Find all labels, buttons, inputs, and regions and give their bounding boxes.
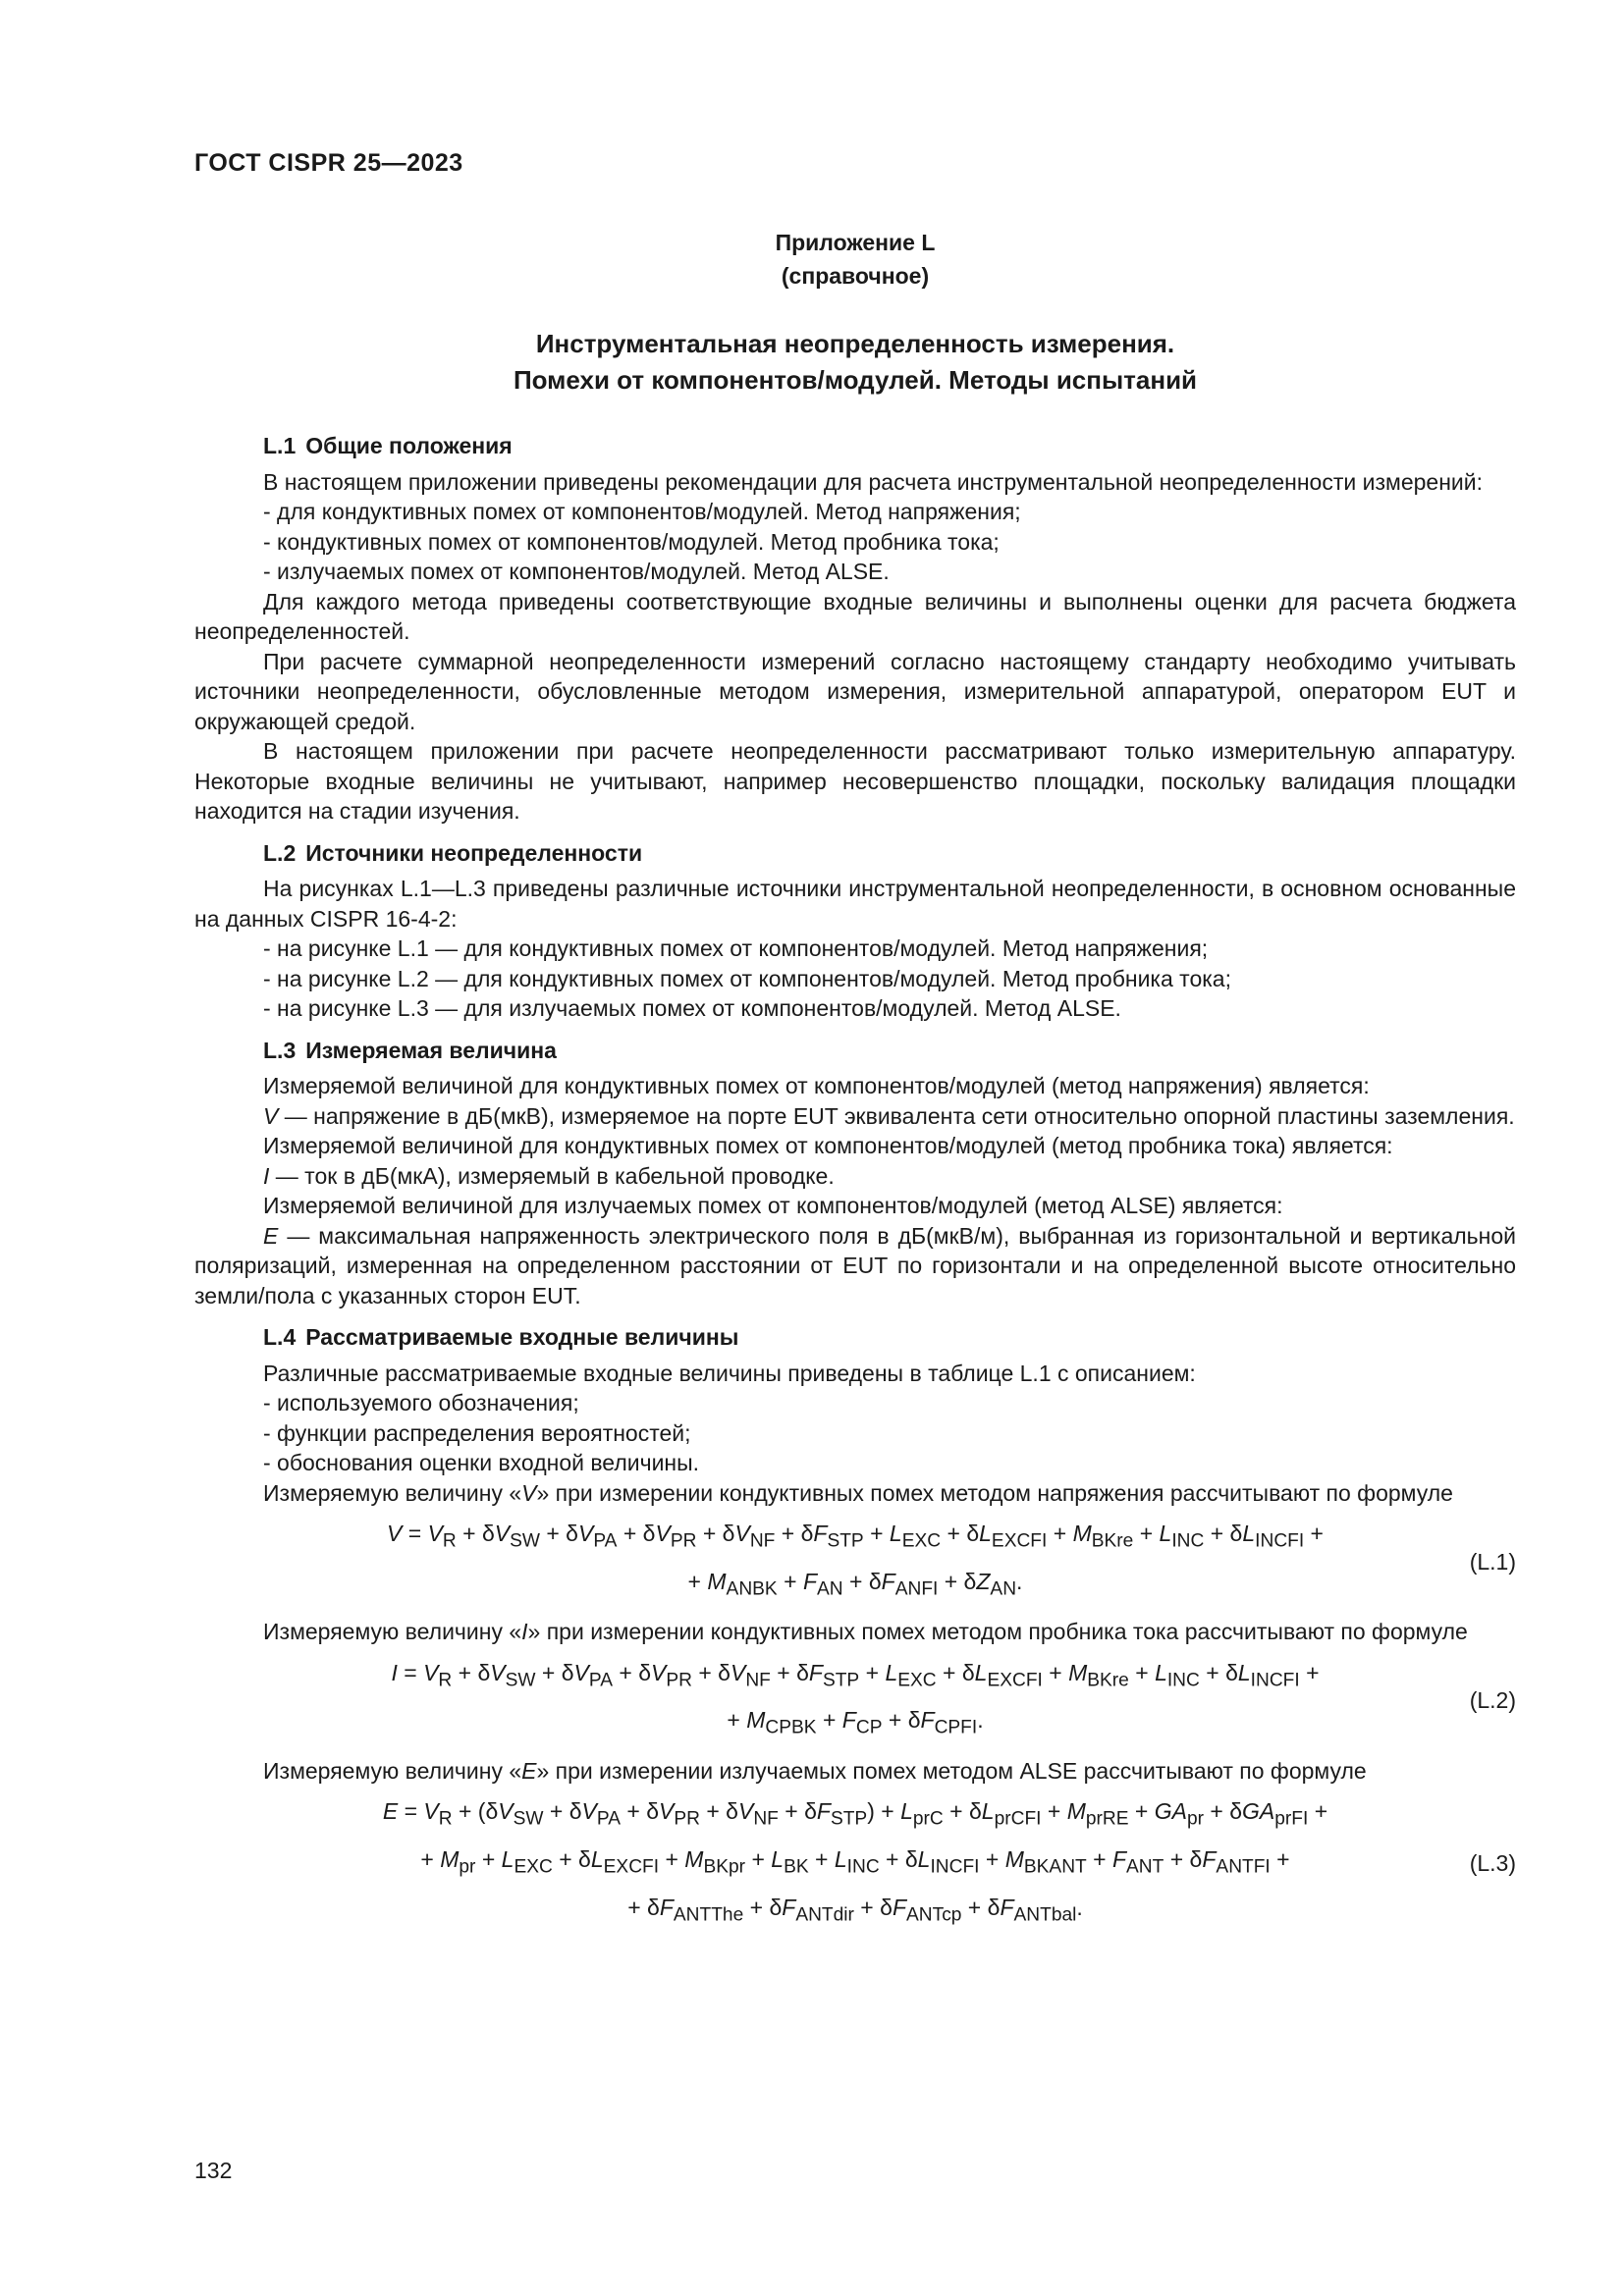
paragraph: Измеряемой величиной для кондуктивных помех от компонентов/модулей (метод напряжения) является: (263, 1073, 1370, 1098)
paragraph: В настоящем приложении при расчете неопределенности рассматривают только измерительную аппаратуру. Некоторые входные величины не учитывают, например несовершенство площадки, поскольку валидация площадки находится на стадии изучения. (194, 738, 1516, 824)
page-number: 132 (194, 2158, 233, 2183)
paragraph: Измеряемой величиной для кондуктивных помех от компонентов/модулей (метод пробника тока) является: (263, 1133, 1393, 1158)
list-item: - для кондуктивных помех от компонентов/модулей. Метод напряжения; (263, 499, 1021, 524)
list-item: - на рисунке L.2 — для кондуктивных помех от компонентов/модулей. Метод пробника тока; (263, 965, 1231, 991)
formula-intro-i: Измеряемую величину «I» при измерении кондуктивных помех методом пробника тока рассчитывают по формуле (263, 1619, 1468, 1645)
annex-title: Приложение L (775, 230, 936, 255)
formula-number: (L.2) (1469, 1687, 1516, 1714)
formula-l2 (194, 1653, 1516, 1748)
section-heading-l3: L.3 Измеряемая величина (263, 1037, 557, 1063)
annex-title-block (194, 226, 1516, 293)
annex-heading-line1: Инструментальная неопределенность измерения. (535, 329, 1175, 358)
formula-number: (L.1) (1469, 1548, 1516, 1575)
section-heading-l4: L.4 Рассматриваемые входные величины (263, 1324, 739, 1350)
formula-l3-line2: + $M_{pr} + L_{EXC} + \delta L_{EXCFI} + M_{BKpr} + L_{BK} + L_{INC} + \delta L_{INCFI} + M_{BKANT} + F_{ANT} + \delta F_{ANTFI}$ + (420, 1845, 1290, 1878)
paragraph: На рисунках L.1—L.3 приведены различные источники инструментальной неопределенности, в основном основанные на данных CISPR 16-4-2: (194, 876, 1516, 932)
definition-i: I — ток в дБ(мкА), измеряемый в кабельной проводке. (263, 1162, 835, 1189)
formula-intro-v: Измеряемую величину «V» при измерении кондуктивных помех методом напряжения рассчитывают по формуле (263, 1479, 1453, 1506)
paragraph: При расчете суммарной неопределенности измерений согласно настоящему стандарту необходимо учитывать источники неопределенности, обусловленные методом измерения, измерительной аппаратурой, оператором EUT и окружающей средой. (194, 648, 1516, 734)
annex-heading-line2: Помехи от компонентов/модулей. Методы испытаний (513, 365, 1198, 395)
formula-number: (L.3) (1469, 1850, 1516, 1877)
formula-l1-line2: + $M_{ANBK} + F_{AN} + \delta F_{ANFI} + \delta Z_{AN}$. (687, 1568, 1023, 1600)
annex-heading (194, 326, 1516, 399)
formula-l3 (194, 1791, 1516, 1935)
annex-status: (справочное) (781, 263, 930, 289)
standard-designation: ГОСТ CISPR 25—2023 (194, 149, 463, 177)
paragraph: В настоящем приложении приведены рекомендации для расчета инструментальной неопределенности измерений: (263, 468, 1483, 495)
formula-l1 (194, 1514, 1516, 1609)
formula-intro-e: Измеряемую величину «E» при измерении излучаемых помех методом ALSE рассчитывают по формуле (263, 1757, 1367, 1784)
paragraph: Различные рассматриваемые входные величины приведены в таблице L.1 с описанием: (263, 1360, 1196, 1386)
list-item: - на рисунке L.3 — для излучаемых помех от компонентов/модулей. Метод ALSE. (263, 995, 1121, 1021)
definition-e: E — максимальная напряженность электрического поля в дБ(мкВ/м), выбранная из горизонтальной и вертикальной поляризаций, измеренная на определенном расстоянии от EUT по горизонтали и на определенной высоте относительно земли/пола с указанных сторон EUT. (194, 1222, 1516, 1308)
formula-l1-line1: $V = V_R + \delta V_{SW} + \delta V_{PA} + \delta V_{PR} + \delta V_{NF} + \delta F_{STP} + L_{EXC} + \delta L_{EXCFI} + M_{BKre} + L_{INC} + \delta L_{INCFI}$ + (387, 1521, 1324, 1552)
section-heading-l1: L.1 Общие положения (263, 433, 513, 458)
paragraph: Измеряемой величиной для излучаемых помех от компонентов/модулей (метод ALSE) является: (263, 1193, 1283, 1218)
list-item: - излучаемых помех от компонентов/модулей. Метод ALSE. (263, 559, 890, 584)
definition-v: V — напряжение в дБ(мкВ), измеряемое на порте EUT эквивалента сети относительно опорной пластины заземления. (263, 1102, 1515, 1129)
formula-l3-line3: + $\delta F_{ANTThe} + \delta F_{ANTdir} + \delta F_{ANTcp} + \delta F_{ANTbal}$. (627, 1894, 1083, 1926)
list-item: - функции распределения вероятностей; (263, 1419, 691, 1446)
section-heading-l2: L.2 Источники неопределенности (263, 839, 643, 866)
formula-l3-line1: $E = V_R + (\delta V_{SW} + \delta V_{PA} + \delta V_{PR} + \delta V_{NF} + \delta F_{STP}) + L_{prC} + \delta L_{prCFI} + M_{prRE} + GA_{pr} + \delta GA_{prFI}$ + (382, 1798, 1328, 1830)
document-body (194, 431, 1516, 1943)
list-item: - обоснования оценки входной величины. (263, 1450, 700, 1475)
formula-l2-line2: + $M_{CPBK} + F_{CP} + \delta F_{CPFI}$. (727, 1707, 984, 1738)
list-item: - на рисунке L.1 — для кондуктивных помех от компонентов/модулей. Метод напряжения; (263, 935, 1209, 961)
paragraph: Для каждого метода приведены соответствующие входные величины и выполнены оценки для расчета бюджета неопределенностей. (194, 588, 1516, 644)
list-item: - кондуктивных помех от компонентов/модулей. Метод пробника тока; (263, 528, 1000, 555)
formula-l2-line1: $I = V_R + \delta V_{SW} + \delta V_{PA} + \delta V_{PR} + \delta V_{NF} + \delta F_{STP} + L_{EXC} + \delta L_{EXCFI} + M_{BKre} + L_{INC} + \delta L_{INCFI}$ + (391, 1659, 1320, 1691)
list-item: - используемого обозначения; (263, 1390, 579, 1415)
